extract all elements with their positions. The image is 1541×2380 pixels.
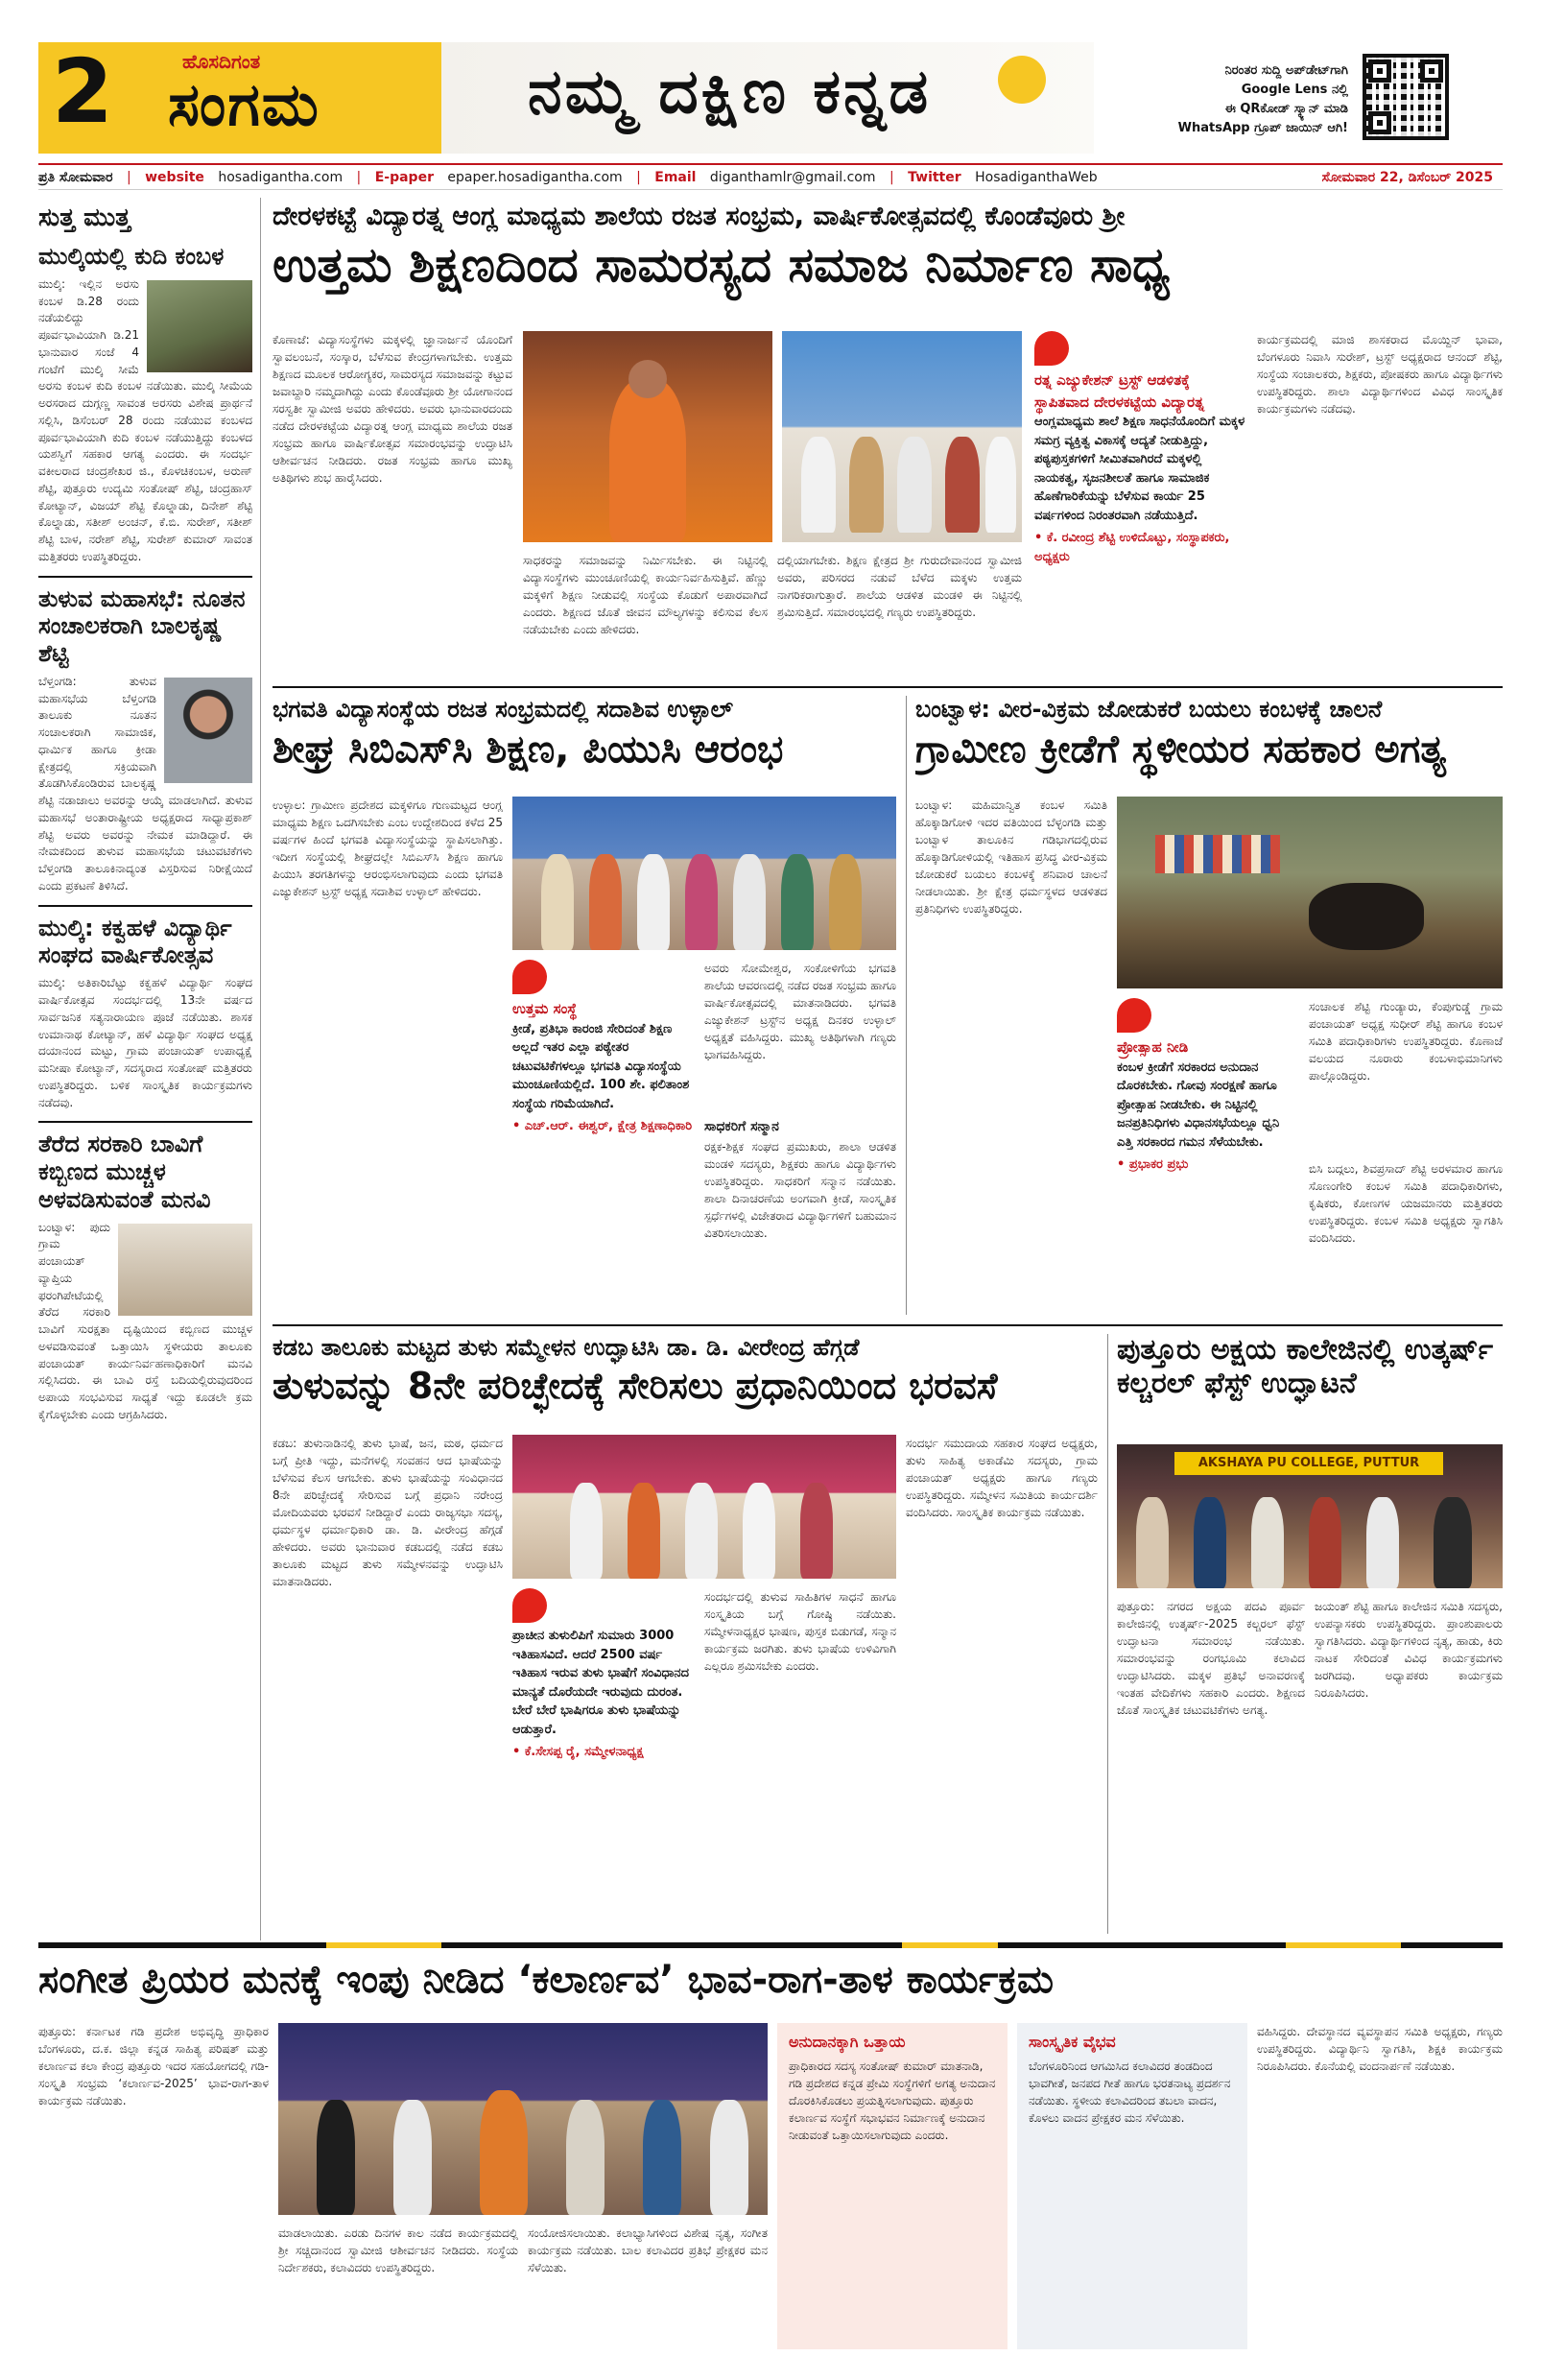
divider [1107,1334,1108,1934]
section-divider-band [38,1942,1503,1948]
lead-kicker: ದೇರಳಕಟ್ಟೆ ವಿದ್ಯಾರತ್ನ ಆಂಗ್ಲ ಮಾಧ್ಯಮ ಶಾಲೆಯ ರಜತ ಸಂಭ್ರಮ, ವಾರ್ಷಿಕೋತ್ಸವದಲ್ಲಿ ಕೊಂಡೆವೂರು ಶ್ರೀ [273,202,1126,231]
bottom-article-head [38,1958,1503,2015]
person-shape [643,2100,681,2215]
person-shape [609,379,686,542]
article-text: ಸಂಚಾಲಕ ಶೆಟ್ಟಿ ಗುಂಡ್ಯಾರು, ಕೆಂಪುಗುಡ್ಡೆ ಗ್ರಾಮ ಪಂಚಾಯತ್ ಅಧ್ಯಕ್ಷ ಸುಧೀರ್ ಶೆಟ್ಟಿ ಹಾಗೂ ಕಂಬಳ ಸಮಿತಿ ಪದಾಧಿಕಾರಿಗಳು ಉಪಸ್ಥಿತರಿದ್ದರು. ಕೊಣಾಜೆ ವಲಯದ ನೂರಾರು ಕಂಬಳಾಭಿಮಾನಿಗಳು ಪಾಲ್ಗೊಂಡಿದ್ದರು. [1309,1000,1503,1083]
bantwal-kicker: ಬಂಟ್ವಾಳ: ವೀರ-ವಿಕ್ರಮ ಜೋಡುಕರೆ ಬಯಲು ಕಂಬಳಕ್ಕೆ ಚಾಲನೆ [915,696,1383,723]
lead-col-4 [1257,331,1503,677]
article-text: ಪುತ್ತೂರು: ನಗರದ ಅಕ್ಷಯ ಪದವಿ ಪೂರ್ವ ಕಾಲೇಜಿನಲ್ಲಿ ಉತ್ಕರ್ಷ್-2025 ಕಲ್ಚರಲ್ ಫೆಸ್ಟ್ ಉದ್ಘಾಟನಾ ಸಮಾರಂಭ ನಡೆಯಿತು. ಸಮಾರಂಭವನ್ನು ರಂಗಭೂಮಿ ಕಲಾವಿದ ಉದ್ಘಾಟಿಸಿದರು. ಮಕ್ಕಳ ಪ್ರತಿಭೆ ಅನಾವರಣಕ್ಕೆ ಇಂತಹ ವೇದಿಕೆಗಳು ಸಹಕಾರಿ ಎಂದರು. ಶಿಕ್ಷಣದ ಜೊತೆ ಸಾಂಸ್ಕೃತಿಕ ಚಟುವಟಿಕೆಗಳು ಅಗತ್ಯ. [1117,1600,1305,1717]
article-text: ಸಂದರ್ಭದಲ್ಲಿ ತುಳುವ ಸಾಹಿತಿಗಳ ಸಾಧನೆ ಹಾಗೂ ಸಂಸ್ಕೃತಿಯ ಬಗ್ಗೆ ಗೋಷ್ಠಿ ನಡೆಯಿತು. ಸಮ್ಮೇಳನಾಧ್ಯಕ್ಷರ ಭಾಷಣ, ಪುಸ್ತಕ ಬಿಡುಗಡೆ, ಸನ್ಮಾನ ಕಾರ್ಯಕ್ರಮ ಜರಗಿತು. ತುಳು ಭಾಷೆಯ ಉಳಿವಿಗಾಗಿ ಎಲ್ಲರೂ ಶ್ರಮಿಸಬೇಕು ಎಂದರು. [704,1590,896,1673]
lens-line: Google Lens ನಲ್ಲಿ [1241,83,1348,98]
lens-line: WhatsApp ಗ್ರೂಪ್ ಜಾಯಿನ್ ಆಗಿ! [1177,121,1348,136]
person-shape [710,2100,748,2215]
box-text: ಬೆಂಗಳೂರಿನಿಂದ ಆಗಮಿಸಿದ ಕಲಾವಿದರ ತಂಡದಿಂದ ಭಾವಗೀತೆ, ಜನಪದ ಗೀತೆ ಹಾಗೂ ಭರತನಾಟ್ಯ ಪ್ರದರ್ಶನ ನಡೆಯಿತು. ಸ್ಥಳೀಯ ಕಲಾವಿದರಿಂದ ತಬಲಾ ವಾದನ, ಕೊಳಲು ವಾದನ ಪ್ರೇಕ್ಷಕರ ಮನ ಸೆಳೆಯಿತು. [1029,2059,1231,2125]
person-shape [801,437,836,533]
tulu-headline: ತುಳುವನ್ನು 8ನೇ ಪರಿಚ್ಛೇದಕ್ಕೆ ಸೇರಿಸಲು ಪ್ರಧಾನಿಯಿಂದ ಭರವಸೆ [273,1364,998,1407]
person-shape [541,854,574,950]
person-shape [685,854,718,950]
tulu-col-4 [906,1435,1098,1934]
quote-text: ಕಂಬಳ ಕ್ರೀಡೆಗೆ ಸರಕಾರದ ಅನುದಾನ ದೊರಕಬೇಕು. ಗೋವು ಸಂರಕ್ಷಣೆ ಹಾಗೂ ಪ್ರೋತ್ಸಾಹ ನೀಡಬೇಕು. ಈ ನಿಟ್ಟಿನಲ್ಲಿ ಜನಪ್ರತಿನಿಧಿಗಳು ವಿಧಾನಸಭೆಯಲ್ಲೂ ಧ್ವನಿ ಎತ್ತಿ ಸರಕಾರದ ಗಮನ ಸೆಳೆಯಬೇಕು. [1117,1059,1280,1150]
tulu-sammelana-photo [512,1435,896,1579]
tulu-kicker: ಕಡಬ ತಾಲೂಕು ಮಟ್ಟದ ತುಳು ಸಮ್ಮೇಳನ ಉದ್ಘಾಟಿಸಿ ಡಾ. ಡಿ. ವೀರೇಂದ್ರ ಹೆಗ್ಗಡೆ [273,1334,860,1361]
puttur-body [1117,1598,1503,1934]
email-link[interactable]: diganthamlr@gmail.com [709,170,876,185]
divider [273,1324,1503,1326]
section-title: ನಮ್ಮ ದಕ್ಷಿಣ ಕನ್ನಡ [528,56,932,128]
info-bar: ಪ್ರತಿ ಸೋಮವಾರ | website hosadigantha.com | E-paper epaper.hosadigantha.com | Email diganthamlr@gmail.com | Twitter HosadiganthaWeb ಸೋಮವಾರ 22, ಡಿಸೆಂಬರ್ 2025 [38,163,1503,190]
quote-mark-icon [1117,998,1151,1033]
brand-name: ಸಂಗಮ [168,69,320,139]
email-label: Email [654,170,697,185]
article-text: ಮುಲ್ಕಿ: ಇಲ್ಲಿನ ಅರಸು ಕಂಬಳ ಡಿ.28 ರಂದು ನಡೆಯಲಿದ್ದು ಪೂರ್ವಭಾವಿಯಾಗಿ ಡಿ.21 ಭಾನುವಾರ ಸಂಜೆ 4 ಗಂಟೆಗೆ ಮುಲ್ಕಿ ಸೀಮೆ ಅರಸು ಕಂಬಳ ಕುದಿ ಕಂಬಳ ನಡೆಯಿತು. ಮುಲ್ಕಿ ಸೀಮೆಯ ಅರಸರಾದ ದುಗ್ಗಣ್ಣ ಸಾವಂತ ಅರಸರು ವಿಶೇಷ ಪ್ರಾರ್ಥನೆ ಸಲ್ಲಿಸಿ, ಡಿಸೆಂಬರ್ 28 ರಂದು ನಡೆಯುವ ಕಂಬಳದ ಪೂರ್ವಭಾವಿಯಾಗಿ ಕುದಿ ಕಂಬಳ ನಡೆಯುತ್ತಿದ್ದು ಕಂಬಳದ ಯಶಸ್ವಿಗೆ ಸಹಕಾರ ಆಗತ್ಯ ಎಂದರು. ಈ ಸಂದರ್ಭ ವಕೀಲರಾದ ಚಂದ್ರಶೇಖರ ಜಿ., ಕೊಳಚಿಕಂಬಳ, ಅರುಣ್ ಶೆಟ್ಟಿ, ಪುತ್ತೂರು ಉದ್ಯಮಿ ಸಂತೋಷ್ ಶೆಟ್ಟಿ, ಚಂದ್ರಹಾಸ್ ಕೋಟ್ಯಾನ್, ವಿಜಯ್ ಶೆಟ್ಟಿ ಕೊಲ್ನಾಡು, ದಿನೇಶ್ ಶೆಟ್ಟಿ ಕೊಲ್ನಾಡು, ಸತೀಶ್ ಅಂಚನ್, ಕೆ.ಬಿ. ಸುರೇಶ್, ಸತೀಶ್ ಶೆಟ್ಟಿ ಬಾಳ, ನರೇಶ್ ಶೆಟ್ಟಿ, ಸುರೇಶ್ ಕುಮಾರ್ ಸಾವಂತ ಮತ್ತಿತರರು ಉಪಸ್ಥಿತರಿದ್ದರು. [38,276,252,563]
person-shape [1194,1497,1226,1588]
person-shape [1309,1497,1341,1588]
website-link[interactable]: hosadigantha.com [218,170,344,185]
face-shape [628,360,667,398]
article-body [38,674,252,895]
divider [273,686,1503,688]
twitter-link[interactable]: HosadiganthaWeb [975,170,1098,185]
quote-attribution: • ಪ್ರಭಾಕರ ಪ್ರಭು [1117,1157,1189,1172]
article-text: ಕಾರ್ಯಕ್ರಮದಲ್ಲಿ ಮಾಜಿ ಶಾಸಕರಾದ ಮೊಯ್ದಿನ್ ಭಾವಾ, ಬೆಂಗಳೂರು ನಿವಾಸಿ ಸುರೇಶ್, ಟ್ರಸ್ಟ್ ಅಧ್ಯಕ್ಷರಾದ ಆನಂದ್ ಶೆಟ್ಟಿ, ಸಂಸ್ಥೆಯ ಸಂಚಾಲಕರು, ಶಿಕ್ಷಕರು, ಪೋಷಕರು ಹಾಗೂ ವಿದ್ಯಾರ್ಥಿಗಳು ಉಪಸ್ಥಿತರಿದ್ದರು. ಶಾಲಾ ವಿದ್ಯಾರ್ಥಿಗಳಿಂದ ವಿವಿಧ ಸಾಂಸ್ಕೃತಿಕ ಕಾರ್ಯಕ್ರಮಗಳು ನಡೆದವು. [1257,333,1503,416]
article-text: ಬಂಟ್ವಾಳ: ಮಹಿಮಾನ್ವಿತ ಕಂಬಳ ಸಮಿತಿ ಹೊಕ್ಕಾಡಿಗೋಳಿ ಇದರ ವತಿಯಿಂದ ಬೆಳ್ಳಂಗಡಿ ಮತ್ತು ಬಂಟ್ವಾಳ ತಾಲೂಕಿನ ಗಡಿಭಾಗದಲ್ಲಿರುವ ಹೊಕ್ಕಾಡಿಗೋಳಿಯಲ್ಲಿ ಇತಿಹಾಸ ಪ್ರಸಿದ್ಧ ವೀರ-ವಿಕ್ರಮ ಜೋಡುಕರೆ ಬಯಲು ಕಂಬಳಕ್ಕೆ ಶನಿವಾರ ಚಾಲನೆ ನೀಡಲಾಯಿತು. ಶ್ರೀ ಕ್ಷೇತ್ರ ಧರ್ಮಸ್ಥಳದ ಆಡಳಿತದ ಪ್ರತಿನಿಧಿಗಳು ಉಪಸ್ಥಿತರಿದ್ದರು. [915,798,1107,916]
person-shape [628,1483,660,1579]
kalarnava-stage-photo [278,2023,768,2215]
tulu-col-3 [704,1588,896,1934]
quote-text: ಆಂಗ್ಲಮಾಧ್ಯಮ ಶಾಲೆ ಶಿಕ್ಷಣ ಸಾಧನೆಯೊಂದಿಗೆ ಮಕ್ಕಳ ಸಮಗ್ರ ವ್ಯಕ್ತಿತ್ವ ವಿಕಾಸಕ್ಕೆ ಆದ್ಯತೆ ನೀಡುತ್ತಿದ್ದು, ಪಠ್ಯಪುಸ್ತಕಗಳಿಗೆ ಸೀಮಿತವಾಗಿರದೆ ಮಕ್ಕಳಲ್ಲಿ ನಾಯಕತ್ವ, ಸೃಜನಶೀಲತೆ ಹಾಗೂ ಸಾಮಾಜಿಕ ಹೊಣೆಗಾರಿಕೆಯನ್ನು ಬೆಳೆಸುವ ಕಾರ್ಯ 25 ವರ್ಷಗಳಿಂದ ನಿರಂತರವಾಗಿ ನಡೆಯುತ್ತಿದೆ. [1034,415,1245,523]
kambala-race-photo [1117,797,1503,988]
article-text: ಸಂದರ್ಭ ಸಮುದಾಯ ಸಹಕಾರ ಸಂಘದ ಅಧ್ಯಕ್ಷರು, ತುಳು ಸಾಹಿತ್ಯ ಅಕಾಡೆಮಿ ಸದಸ್ಯರು, ಗ್ರಾಮ ಪಂಚಾಯತ್ ಅಧ್ಯಕ್ಷರು ಹಾಗೂ ಗಣ್ಯರು ಉಪಸ್ಥಿತರಿದ್ದರು. ಸಮ್ಮೇಳನ ಸಮಿತಿಯ ಕಾರ್ಯದರ್ಶಿ ವಂದಿಸಿದರು. ಸಾಂಸ್ಕೃತಿಕ ಕಾರ್ಯಕ್ರಮ ನಡೆಯಿತು. [906,1437,1098,1519]
bantwal-headline: ಗ್ರಾಮೀಣ ಕ್ರೀಡೆಗೆ ಸ್ಥಳೀಯರ ಸಹಕಾರ ಅಗತ್ಯ [915,726,1447,772]
issue-date: ಸೋಮವಾರ 22, ಡಿಸೆಂಬರ್ 2025 [1321,170,1493,185]
lens-line: ಈ QRಕೋಡ್ ಸ್ಕ್ಯಾನ್ ಮಾಡಿ [1224,102,1348,117]
article-body [38,276,252,566]
masthead [38,42,1503,154]
bhagavati-stage-photo [512,797,896,950]
lead-headline: ಉತ್ತಮ ಶಿಕ್ಷಣದಿಂದ ಸಾಮರಸ್ಯದ ಸಮಾಜ ನಿರ್ಮಾಣ ಸಾಧ್ಯ [273,237,1171,294]
website-label: website [145,170,204,185]
article-title: ತುಳುವ ಮಹಾಸಭೆ: ನೂತನ ಸಂಚಾಲಕರಾಗಿ ಬಾಲಕೃಷ್ಣ ಶೆಟ್ಟಿ [38,584,246,668]
article-text: ಸಾಧಕರನ್ನು ಸಮಾಜವನ್ನು ನಿರ್ಮಿಸಬೇಕು. ಈ ನಿಟ್ಟಿನಲ್ಲಿ ವಿದ್ಯಾಸಂಸ್ಥೆಗಳು ಮುಂಚೂಣಿಯಲ್ಲಿ ಕಾರ್ಯನಿರ್ವಹಿಸುತ್ತಿವೆ. ಹೆಣ್ಣು ಮಕ್ಕಳಿಗೆ ಶಿಕ್ಷಣ ನೀಡುವಲ್ಲಿ ಸಂಸ್ಥೆಯ ಕೊಡುಗೆ ಅಪಾರವಾಗಿದೆ ಎಂದರು. ಶಿಕ್ಷಣದ ಜೊತೆ ಜೀವನ ಮೌಲ್ಯಗಳನ್ನು ಕಲಿಸುವ ಕೆಲಸ ನಡೆಯಬೇಕು ಎಂದು ಹೇಳಿದರು. [523,554,768,636]
person-shape [589,854,622,950]
article-text: ವಹಿಸಿದ್ದರು. ದೇವಸ್ಥಾನದ ವ್ಯವಸ್ಥಾಪನ ಸಮಿತಿ ಅಧ್ಯಕ್ಷರು, ಗಣ್ಯರು ಉಪಸ್ಥಿತರಿದ್ದರು. ವಿದ್ಯಾರ್ಥಿನಿ ಸ್ವಾಗತಿಸಿ, ಶಿಕ್ಷಕಿ ಕಾರ್ಯಕ್ರಮ ನಿರೂಪಿಸಿದರು. ಕೊನೆಯಲ್ಲಿ ವಂದನಾರ್ಪಣೆ ನಡೆಯಿತು. [1257,2025,1503,2073]
article-text: ಜಯಂತ್ ಶೆಟ್ಟಿ ಹಾಗೂ ಕಾಲೇಜಿನ ಸಮಿತಿ ಸದಸ್ಯರು, ಉಪನ್ಯಾಸಕರು ಉಪಸ್ಥಿತರಿದ್ದರು. ಪ್ರಾಂಶುಪಾಲರು ಸ್ವಾಗತಿಸಿದರು. ವಿದ್ಯಾರ್ಥಿಗಳಿಂದ ನೃತ್ಯ, ಹಾಡು, ಕಿರು ನಾಟಕ ಸೇರಿದಂತೆ ವಿವಿಧ ಕಾರ್ಯಕ್ರಮಗಳು ಜರಗಿದವು. ಅಧ್ಯಾಪಕರು ಕಾರ್ಯಕ್ರಮ ನಿರೂಪಿಸಿದರು. [1315,1600,1503,1700]
person-shape [829,854,862,950]
person-shape [1434,1497,1472,1588]
person-shape [317,2100,355,2215]
person-shape [733,854,766,950]
article-body: ಮುಲ್ಕಿ: ಅತಿಕಾರಿಬೆಟ್ಟು ಕಕ್ವಹಳೆ ವಿದ್ಯಾರ್ಥಿ ಸಂಘದ ವಾರ್ಷಿಕೋತ್ಸವ ಸಂದರ್ಭದಲ್ಲಿ 13ನೇ ವರ್ಷದ ಸಾರ್ವಜನಿಕ ಸತ್ಯನಾರಾಯಣ ಪೂಜೆ ನಡೆಯಿತು. ಶಾಸಕ ಉಮಾನಾಥ ಕೋಟ್ಯಾನ್, ಹಳೆ ವಿದ್ಯಾರ್ಥಿ ಸಂಘದ ಅಧ್ಯಕ್ಷ ದಯಾನಂದ ಮಟ್ಟು, ಗ್ರಾಮ ಪಂಚಾಯತ್ ಉಪಾಧ್ಯಕ್ಷೆ ಮನೀಷಾ ಕೋಟ್ಯಾನ್, ಸದಸ್ಯರಾದ ಸಂತೋಷ್ ಮತ್ತಿತರರು ಉಪಸ್ಥಿತರಿದ್ದರು. ಬಳಿಕ ಸಾಂಸ್ಕೃತಿಕ ಕಾರ್ಯಕ್ರಮಗಳು ನಡೆದವು. [38,976,252,1109]
person-shape [637,854,670,950]
article-text: ಕೊಣಾಜೆ: ವಿದ್ಯಾಸಂಸ್ಥೆಗಳು ಮಕ್ಕಳಲ್ಲಿ ಜ್ಞಾನಾರ್ಜನೆ ಯೊಂದಿಗೆ ಸ್ವಾವಲಂಬನೆ, ಸಂಸ್ಕಾರ, ಬೆಳೆಸುವ ಕೇಂದ್ರಗಳಾಗಬೇಕು. ಉತ್ತಮ ಶಿಕ್ಷಣದ ಮೂಲಕ ಆರೋಗ್ಯಕರ, ಸಾಮರಸ್ಯದ ಸಮಾಜವನ್ನು ಕಟ್ಟುವ ಜವಾಬ್ದಾರಿ ನಮ್ಮದಾಗಿದ್ದು ಎಂದು ಕೊಂಡೆವೂರು ಶ್ರೀ ಯೋಗಾನಂದ ಸರಸ್ವತೀ ಸ್ವಾಮೀಜಿ ಅವರು ಹೇಳಿದರು. ಅವರು ಭಾನುವಾರದಂದು ನಡೆದ ದೇರಳಕಟ್ಟೆಯ ವಿದ್ಯಾರತ್ನ ಆಂಗ್ಲ ಮಾಧ್ಯಮ ಶಾಲೆಯ ರಜತ ಸಂಭ್ರಮ ಹಾಗೂ ವಾರ್ಷಿಕೋತ್ಸವ ಸಮಾರಂಭವನ್ನು ಉದ್ಘಾಟಿಸಿ ಆಶೀರ್ವಚನ ನೀಡಿದರು. ರಜತ ಸಂಭ್ರಮ ಹಾಗೂ ಮುಖ್ಯ ಅತಿಥಿಗಳು ಶುಭ ಹಾರೈಸಿದರು. [273,333,512,485]
quote-mark-icon [1034,331,1069,366]
brand-top: ಹೊಸದಿಗಂತ [182,50,261,73]
epaper-label: E-paper [374,170,434,185]
lead-quote [1034,331,1245,677]
bottom-col-4 [1257,2023,1503,2349]
article-text: ಮಾಡಲಾಯಿತು. ಎರಡು ದಿನಗಳ ಕಾಲ ನಡೆದ ಕಾರ್ಯಕ್ರಮದಲ್ಲಿ ಶ್ರೀ ಸಚ್ಚಿದಾನಂದ ಸ್ವಾಮೀಜಿ ಆಶೀರ್ವಚನ ನೀಡಿದರು. ಸಂಸ್ಥೆಯ ನಿರ್ದೇಶಕರು, ಕಲಾವಿದರು ಉಪಸ್ಥಿತರಿದ್ದರು. [278,2226,518,2274]
bottom-headline: ಸಂಗೀತ ಪ್ರಿಯರ ಮನಕ್ಕೆ ಇಂಪು ನೀಡಿದ ‘ಕಲಾರ್ಣವ’ ಭಾವ-ರಾಗ-ತಾಳ ಕಾರ್ಯಕ್ರಮ [38,1958,1055,2002]
article-text: ಉಳ್ಳಾಲ: ಗ್ರಾಮೀಣ ಪ್ರದೇಶದ ಮಕ್ಕಳಿಗೂ ಗುಣಮಟ್ಟದ ಆಂಗ್ಲ ಮಾಧ್ಯಮ ಶಿಕ್ಷಣ ಒದಗಿಸಬೇಕು ಎಂಬ ಉದ್ದೇಶದಿಂದ ಕಳೆದ 25 ವರ್ಷಗಳ ಹಿಂದೆ ಭಗವತಿ ವಿದ್ಯಾಸಂಸ್ಥೆಯನ್ನು ಸ್ಥಾಪಿಸಲಾಗಿತ್ತು. ಇದೀಗ ಸಂಸ್ಥೆಯಲ್ಲಿ ಶೀಘ್ರದಲ್ಲೇ ಸಿಬಿಎಸ್‌ಸಿ ಶಿಕ್ಷಣ ಹಾಗೂ ಪಿಯುಸಿ ತರಗತಿಗಳನ್ನು ಆರಂಭಿಸಲಾಗುವುದು ಎಂದು ಭಗವತಿ ಎಜ್ಯುಕೇಶನ್ ಟ್ರಸ್ಟ್ ಅಧ್ಯಕ್ಷ ಸದಾಶಿವ ಉಳ್ಳಾಲ್ ಹೇಳಿದರು. [273,798,503,898]
puttur-fest-photo [1117,1444,1503,1588]
quote-heading: ಉತ್ತಮ ಸಂಸ್ಥೆ [512,1000,578,1017]
epaper-link[interactable]: epaper.hosadigantha.com [447,170,623,185]
bhagavati-col-1 [273,797,503,1315]
box-title: ಅನುದಾನಕ್ಕಾಗಿ ಒತ್ತಾಯ [789,2033,906,2051]
twitter-label: Twitter [908,170,961,185]
bhagavati-col-3 [704,960,896,1315]
article-text: ಪುತ್ತೂರು: ಕರ್ನಾಟಕ ಗಡಿ ಪ್ರದೇಶ ಅಭಿವೃದ್ಧಿ ಪ್ರಾಧಿಕಾರ ಬೆಂಗಳೂರು, ದ.ಕ. ಜಿಲ್ಲಾ ಕನ್ನಡ ಸಾಹಿತ್ಯ ಪರಿಷತ್ ಮತ್ತು ಕಲಾರ್ಣವ ಕಲಾ ಕೇಂದ್ರ ಪುತ್ತೂರು ಇದರ ಸಹಯೋಗದಲ್ಲಿ ಗಡಿ-ಸಂಸ್ಕೃತಿ ಸಂಭ್ರಮ ‘ಕಲಾರ್ಣವ-2025’ ಭಾವ-ರಾಗ-ತಾಳ ಕಾರ್ಯಕ್ರಮ ನಡೆಯಿತು. [38,2025,269,2107]
quote-attribution: • ಕೆ.ಸೇಸಪ್ಪ ರೈ, ಸಮ್ಮೇಳನಾಧ್ಯಕ್ಷ [512,1745,644,1759]
section-label: ಸುತ್ತ ಮುತ್ತ [38,203,131,232]
article-text: ಬಂಟ್ವಾಳ: ಪುದು ಗ್ರಾಮ ಪಂಚಾಯತ್ ವ್ಯಾಪ್ತಿಯ ಫರಂಗಿಪೇಟೆಯಲ್ಲಿ ತೆರೆದ ಸರಕಾರಿ ಬಾವಿಗೆ ಸುರಕ್ಷತಾ ದೃಷ್ಟಿಯಿಂದ ಕಬ್ಬಿಣದ ಮುಚ್ಚಳ ಅಳವಡಿಸುವಂತೆ ಒತ್ತಾಯಿಸಿ ಸ್ಥಳೀಯರು ತಾಲೂಕು ಪಂಚಾಯತ್ ಕಾರ್ಯನಿರ್ವಹಣಾಧಿಕಾರಿಗೆ ಮನವಿ ಸಲ್ಲಿಸಿದರು. ಈ ಬಾವಿ ರಸ್ತೆ ಬದಿಯಲ್ಲಿರುವುದರಿಂದ ಅಪಾಯ ಸಂಭವಿಸುವ ಸಾಧ್ಯತೆ ಇದ್ದು ಕೂಡಲೇ ಕ್ರಮ ಕೈಗೊಳ್ಳಬೇಕು ಎಂದು ಆಗ್ರಹಿಸಿದರು. [38,1220,252,1421]
person-shape [897,437,932,533]
quote-attribution: • ಕೆ. ರವೀಂದ್ರ ಶೆಟ್ಟಿ ಉಳಿದೊಟ್ಟು, ಸಂಸ್ಥಾಪಕರು, ಅಧ್ಯಕ್ಷರು [1034,531,1230,564]
divider [38,576,252,578]
subline: ಪ್ರತಿ ಸೋಮವಾರ [38,170,113,185]
cultural-box [1017,2023,1247,2349]
article-text: ಬೆಳ್ತಂಗಡಿ: ತುಳುವ ಮಹಾಸಭೆಯ ಬೆಳ್ತಂಗಡಿ ತಾಲೂಕು ನೂತನ ಸಂಚಾಲಕರಾಗಿ ಸಾಮಾಜಿಕ, ಧಾರ್ಮಿಕ ಹಾಗೂ ಕ್ರೀಡಾ ಕ್ಷೇತ್ರದಲ್ಲಿ ಸಕ್ರಿಯವಾಗಿ ತೊಡಗಿಸಿಕೊಂಡಿರುವ ಬಾಲಕೃಷ್ಣ ಶೆಟ್ಟಿ ನಡಾಜಾಲು ಅವರನ್ನು ಆಯ್ಕೆ ಮಾಡಲಾಗಿದೆ. ತುಳುವ ಮಹಾಸಭೆ ಅಂತಾರಾಷ್ಟ್ರೀಯ ಅಧ್ಯಕ್ಷರಾದ ಸಾಧ್ಯಾಪ್ರಕಾಶ್ ಶೆಟ್ಟಿ ಅವರು ಅವರನ್ನು ನೇಮಕ ಮಾಡಿದ್ದಾರೆ. ಈ ನೇಮಕದಿಂದ ತುಳುವ ಮಹಾಸಭೆಯ ಚಟುವಟಿಕೆಗಳು ಬೆಳ್ತಂಗಡಿ ತಾಲೂಕಿನಾದ್ಯಂತ ವಿಸ್ತರಿಸುವ ನಿರೀಕ್ಷೆಯಿದೆ ಎಂದು ಪ್ರಕಟಣೆ ತಿಳಿಸಿದೆ. [38,674,252,892]
bhagavati-article-head [273,696,896,782]
quote-attribution: • ಎಚ್.ಆರ್. ಈಶ್ವರ್, ಕ್ಷೇತ್ರ ಶಿಕ್ಷಣಾಧಿಕಾರಿ [512,1119,693,1133]
grant-demand-box [777,2023,1008,2349]
bantwal-col-3 [1309,998,1503,1315]
article-text: ಅವರು ಸೋಮೇಶ್ವರ, ಸಂಕೋಳಿಗೆಯ ಭಗವತಿ ಶಾಲೆಯ ಆವರಣದಲ್ಲಿ ನಡೆದ ರಜತ ಸಂಭ್ರಮ ಹಾಗೂ ವಾರ್ಷಿಕೋತ್ಸವದಲ್ಲಿ ಮಾತನಾಡಿದರು. ಭಗವತಿ ಎಜ್ಯುಕೇಶನ್ ಟ್ರಸ್ಟ್‌ನ ಅಧ್ಯಕ್ಷ ದಿನಕರ ಉಳ್ಳಾಲ್ ಅಧ್ಯಕ್ಷತೆ ವಹಿಸಿದ್ದರು. ಮುಖ್ಯ ಅತಿಥಿಗಳಾಗಿ ಗಣ್ಯರು ಭಾಗವಹಿಸಿದ್ದರು. [704,962,896,1061]
qr-code-icon[interactable] [1363,54,1449,140]
lens-promo [1127,61,1348,139]
quote-text: ಪ್ರಾಚೀನ ತುಳುಲಿಪಿಗೆ ಸುಮಾರು 3000 ಇತಿಹಾಸವಿದೆ. ಆದರೆ 2500 ವರ್ಷ ಇತಿಹಾಸ ಇರುವ ತುಳು ಭಾಷೆಗೆ ಸಂವಿಧಾನದ ಮಾನ್ಯತೆ ದೊರೆಯದೇ ಇರುವುದು ದುರಂತ. ಬೇರೆ ಬೇರೆ ಭಾಷಿಗರೂ ತುಳು ಭಾಷೆಯನ್ನು ಆಡುತ್ತಾರೆ. [512,1629,690,1737]
person-shape [566,2100,605,2215]
qr-corner [1368,111,1391,134]
puttur-headline: ಪುತ್ತೂರು ಅಕ್ಷಯ ಕಾಲೇಜಿನಲ್ಲಿ ಉತ್ಕರ್ಷ್ ಕಲ್ಚರಲ್ ಫೆಸ್ಟ್ ಉದ್ಘಾಟನೆ [1117,1334,1493,1400]
bantwal-article-head [915,696,1503,782]
lead-cols-2-3 [523,552,1022,677]
divider [38,1121,252,1123]
section-header [38,203,252,233]
puttur-article-head [1117,1334,1503,1440]
article-body [38,1220,252,1424]
page-number: 2 [52,40,114,143]
stage-guests-photo [782,331,1022,542]
bhagavati-quote [512,960,695,1219]
bhagavati-kicker: ಭಗವತಿ ವಿದ್ಯಾಸಂಸ್ಥೆಯ ರಜತ ಸಂಭ್ರಮದಲ್ಲಿ ಸದಾಶಿವ ಉಳ್ಳಾಲ್ [273,696,733,723]
divider [38,905,252,907]
quote-text: ಕ್ರೀಡೆ, ಪ್ರತಿಭಾ ಕಾರಂಜಿ ಸೇರಿದಂತೆ ಶಿಕ್ಷಣ ಅಲ್ಲದೆ ಇತರ ಎಲ್ಲಾ ಪಠ್ಯೇತರ ಚಟುವಟಿಕೆಗಳಲ್ಲೂ ಭಗವತಿ ವಿದ್ಯಾಸಂಸ್ಥೆಯ ಮುಂಚೂಣಿಯಲ್ಲಿದೆ. 100 ಶೇ. ಫಲಿತಾಂಶ ಸಂಸ್ಥೆಯ ಗರಿಮೆಯಾಗಿದೆ. [512,1021,690,1111]
crowd-shape [1155,835,1280,873]
person-shape [570,1483,603,1579]
qr-corner [1420,60,1443,83]
subheading: ಸಾಧಕರಿಗೆ ಸನ್ಮಾನ [704,1119,779,1134]
left-column [38,198,261,1940]
qr-corner [1368,60,1391,83]
tulu-quote [512,1588,695,1819]
article-text: ಸಂಯೋಜಿಸಲಾಯಿತು. ಕಲಾಭ್ಯಾಸಿಗಳಿಂದ ವಿಶೇಷ ನೃತ್ಯ, ಸಂಗೀತ ಕಾರ್ಯಕ್ರಮ ನಡೆಯಿತು. ಬಾಲ ಕಲಾವಿದರ ಪ್ರತಿಭೆ ಪ್ರೇಕ್ಷಕರ ಮನ ಸೆಳೆಯಿತು. [528,2226,768,2274]
bantwal-quote [1117,998,1299,1219]
person-shape [985,437,1016,533]
bantwal-col-1 [915,797,1107,1315]
quote-mark-icon [512,1588,547,1623]
person-shape [849,437,884,533]
sun-logo-icon [998,56,1046,104]
bottom-col-1 [38,2023,269,2349]
article-text: ದಲ್ಲಿಯಾಗಬೇಕು. ಶಿಕ್ಷಣ ಕ್ಷೇತ್ರದ ಶ್ರೀ ಗುರುದೇವಾನಂದ ಸ್ವಾಮೀಜಿ ಅವರು, ಪರಿಸರದ ನಡುವೆ ಬೆಳೆದ ಮಕ್ಕಳು ಉತ್ತಮ ನಾಗರಿಕರಾಗುತ್ತಾರೆ. ಶಾಲೆಯ ಆಡಳಿತ ಮಂಡಳಿ ಈ ನಿಟ್ಟಿನಲ್ಲಿ ಶ್ರಮಿಸುತ್ತಿದೆ. ಸಮಾರಂಭದಲ್ಲಿ ಗಣ್ಯರು ಉಪಸ್ಥಿತರಿದ್ದರು. [777,554,1022,619]
article-title: ಮುಲ್ಕಿಯಲ್ಲಿ ಕುದಿ ಕಂಬಳ [38,243,225,270]
article-text: ಬಿಸಿ ಬದ್ಗಲು, ಶಿವಪ್ರಸಾದ್ ಶೆಟ್ಟಿ ಅರಳಮಾರ ಹಾಗೂ ಸೊಣಂಗೇರಿ ಕಂಬಳ ಸಮಿತಿ ಪದಾಧಿಕಾರಿಗಳು, ಕೃಷಿಕರು, ಕೋಣಗಳ ಯಜಮಾನರು ಮತ್ತಿತರರು ಉಪಸ್ಥಿತರಿದ್ದರು. ಕಂಬಳ ಸಮಿತಿ ಅಧ್ಯಕ್ಷರು ಸ್ವಾಗತಿಸಿ ವಂದಿಸಿದರು. [1309,1162,1503,1245]
person-shape [1366,1497,1399,1588]
quote-mark-icon [512,960,547,994]
person-shape [800,1483,833,1579]
lead-col-1 [273,331,512,677]
person-shape [1251,1497,1284,1588]
person-shape [945,437,980,533]
person-shape [781,854,814,950]
person-shape [480,2090,528,2215]
portrait-photo [164,678,252,783]
tulu-col-1 [273,1435,503,1934]
box-title: ಸಾಂಸ್ಕೃತಿಕ ವೈಭವ [1029,2033,1116,2051]
quote-heading: ಪ್ರೋತ್ಸಾಹ ನೀಡಿ [1117,1038,1189,1056]
person-shape [1136,1497,1169,1588]
bhagavati-headline: ಶೀಘ್ರ ಸಿಬಿಎಸ್‌ಸಿ ಶಿಕ್ಷಣ, ಪಿಯುಸಿ ಆರಂಭ [273,726,784,772]
box-text: ಪ್ರಾಧಿಕಾರದ ಸದಸ್ಯ ಸಂತೋಷ್ ಕುಮಾರ್ ಮಾತನಾಡಿ, ಗಡಿ ಪ್ರದೇಶದ ಕನ್ನಡ ಪ್ರೇಮಿ ಸಂಸ್ಥೆಗಳಿಗೆ ಅಗತ್ಯ ಅನುದಾನ ದೊರಕಿಸಿಕೊಡಲು ಪ್ರಯತ್ನಿಸಲಾಗುವುದು. ಪುತ್ತೂರು ಕಲಾರ್ಣವ ಸಂಸ್ಥೆಗೆ ಸಭಾಭವನ ನಿರ್ಮಾಣಕ್ಕೆ ಅನುದಾನ ನೀಡುವಂತೆ ಒತ್ತಾಯಿಸಲಾಗುವುದು ಎಂದರು. [789,2059,996,2142]
buffalo-shape [1309,883,1424,950]
person-shape [743,1483,775,1579]
swamiji-photo [523,331,772,542]
person-shape [685,1483,718,1579]
quote-heading: ರತ್ನ ಎಜ್ಯುಕೇಶನ್ ಟ್ರಸ್ಟ್ ಆಡಳಿತಕ್ಕೆ ಸ್ಥಾಪಿತವಾದ ದೇರಳಕಟ್ಟೆಯ ವಿದ್ಯಾರತ್ನ [1034,371,1205,411]
person-shape [393,2100,432,2215]
kambala-photo [147,280,252,372]
divider [906,696,907,1315]
article-title: ತೆರೆದ ಸರಕಾರಿ ಬಾವಿಗೆ ಕಬ್ಬಿಣದ ಮುಚ್ಚಳ ಅಳವಡಿಸುವಂತೆ ಮನವಿ [38,1130,211,1213]
tulu-article-head [273,1334,1098,1430]
lens-line: ನಿರಂತರ ಸುದ್ದಿ ಅಪ್‌ಡೇಟ್‌ಗಾಗಿ [1224,63,1348,78]
article-title: ಮುಲ್ಕಿ: ಕಕ್ವಹಳೆ ವಿದ್ಯಾರ್ಥಿ ಸಂಘದ ವಾರ್ಷಿಕೋತ್ಸವ [38,914,232,969]
memorandum-photo [118,1224,252,1316]
article-text: ಕಡಬ: ತುಳುನಾಡಿನಲ್ಲಿ ತುಳು ಭಾಷೆ, ಜನ, ಮಠ, ಧರ್ಮದ ಬಗ್ಗೆ ಪ್ರೀತಿ ಇದ್ದು, ಮನೆಗಳಲ್ಲಿ ಸಂವಹನ ಆದ ಭಾಷೆಯನ್ನು ಬೆಳೆಸುವ ಕೆಲಸ ಆಗಬೇಕು. ತುಳು ಭಾಷೆಯನ್ನು ಸಂವಿಧಾನದ 8ನೇ ಪರಿಚ್ಛೇದಕ್ಕೆ ಸೇರಿಸುವ ಬಗ್ಗೆ ಪ್ರಧಾನಿ ನರೇಂದ್ರ ಮೋದಿಯವರು ಭರವಸೆ ನೀಡಿದ್ದಾರೆ ಎಂದು ರಾಜ್ಯಸಭಾ ಸದಸ್ಯ, ಧರ್ಮಸ್ಥಳ ಧರ್ಮಾಧಿಕಾರಿ ಡಾ. ಡಿ. ವೀರೇಂದ್ರ ಹೆಗ್ಗಡೆ ಹೇಳಿದರು. ಅವರು ಭಾನುವಾರ ಕಡಬದಲ್ಲಿ ನಡೆದ ಕಡಬ ತಾಲೂಕು ಮಟ್ಟದ ತುಳು ಸಮ್ಮೇಳನವನ್ನು ಉದ್ಘಾಟಿಸಿ ಮಾತನಾಡಿದರು. [273,1437,503,1588]
article-text: ರಕ್ಷಕ-ಶಿಕ್ಷಕ ಸಂಘದ ಪ್ರಮುಖರು, ಶಾಲಾ ಆಡಳಿತ ಮಂಡಳಿ ಸದಸ್ಯರು, ಶಿಕ್ಷಕರು ಹಾಗೂ ವಿದ್ಯಾರ್ಥಿಗಳು ಉಪಸ್ಥಿತರಿದ್ದರು. ಸಾಧಕರಿಗೆ ಸನ್ಮಾನ ನಡೆಯಿತು. ಶಾಲಾ ದಿನಾಚರಣೆಯ ಅಂಗವಾಗಿ ಕ್ರೀಡೆ, ಸಾಂಸ್ಕೃತಿಕ ಸ್ಪರ್ಧೆಗಳಲ್ಲಿ ವಿಜೇತರಾದ ವಿದ್ಯಾರ್ಥಿಗಳಿಗೆ ಬಹುಮಾನ ವಿತರಿಸಲಾಯಿತು. [704,1140,896,1240]
bottom-cols-2-3 [278,2225,768,2349]
college-banner: AKSHAYA PU COLLEGE, PUTTUR [1174,1452,1443,1475]
